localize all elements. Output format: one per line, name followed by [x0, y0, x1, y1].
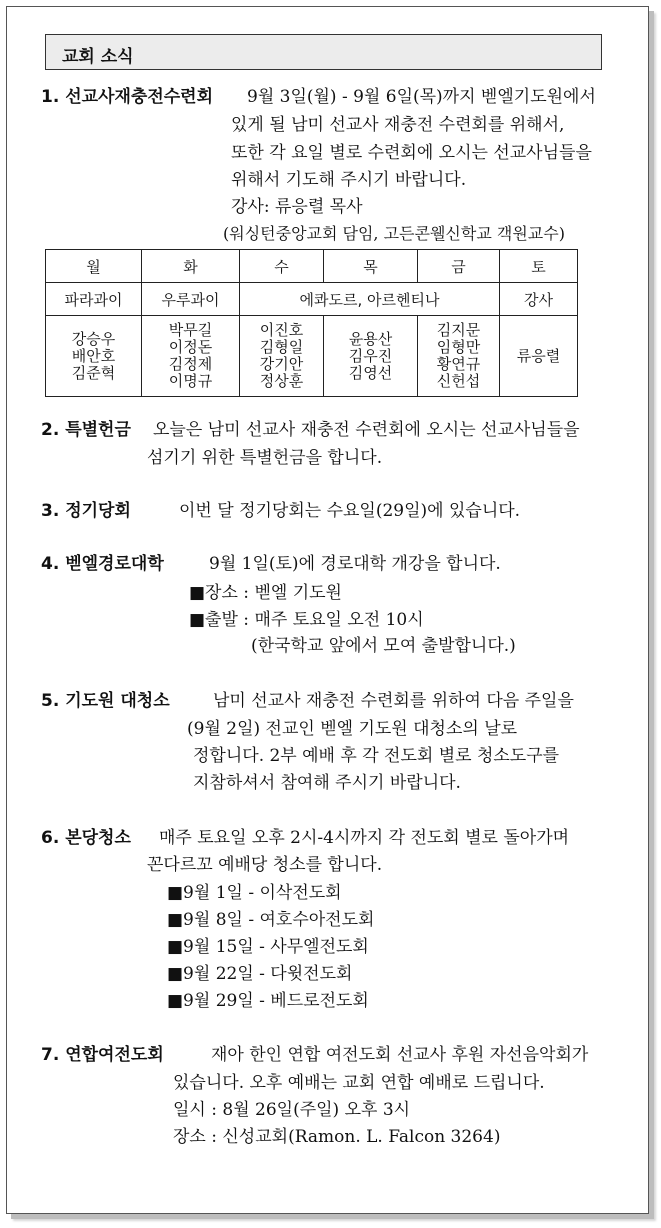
person-name: 신헌섭	[436, 372, 481, 390]
item2-title: 2. 특별헌금	[41, 420, 131, 440]
names-fri	[418, 316, 500, 397]
item6-schedule-item: ■9월 8일 - 여호수아전도회	[167, 910, 375, 930]
section-header	[45, 34, 602, 70]
person-name: 이정돈	[168, 338, 213, 356]
item6-schedule-item: ■9월 22일 - 다윗전도회	[167, 964, 353, 984]
schedule-table	[45, 249, 578, 397]
person-name: 강기안	[259, 355, 304, 373]
names-mon	[46, 316, 142, 397]
item1-title: 1. 선교사재충전수련회	[41, 87, 214, 107]
section-title: 교회 소식	[62, 47, 134, 67]
item1-speaker: 강사: 류응렬 목사	[231, 197, 363, 217]
names-wed	[240, 316, 324, 397]
names-thu	[324, 316, 418, 397]
item4-bullet-place: ■장소 : 벧엘 기도원	[189, 583, 342, 603]
item7-date: 일시 : 8월 26일(주일) 오후 3시	[173, 1100, 411, 1120]
day-sat: 토	[500, 250, 578, 283]
names-tue	[142, 316, 240, 397]
person-name: 강승우	[71, 329, 116, 348]
item4-note: (한국학교 앞에서 모여 출발합니다.)	[251, 636, 516, 656]
item7-line2: 있습니다. 오후 예배는 교회 연합 예배로 드립니다.	[173, 1073, 545, 1093]
region-tue: 우루과이	[142, 283, 240, 316]
item6-schedule-item: ■9월 29일 - 베드로전도회	[167, 991, 369, 1011]
table-row	[46, 283, 578, 316]
day-thu: 목	[324, 250, 418, 283]
item5-title: 5. 기도원 대청소	[41, 691, 170, 711]
person-name: 이진호	[259, 321, 304, 339]
person-name: 배안호	[71, 346, 116, 365]
item4-title: 4. 벧엘경로대학	[41, 554, 164, 574]
item1-line2: 있게 될 남미 선교사 재충전 수련회를 위해서,	[231, 115, 565, 135]
item6-schedule-item: ■9월 1일 - 이삭전도회	[167, 883, 342, 903]
item3-title: 3. 정기당회	[41, 501, 131, 521]
item2-line2: 섬기기 위한 특별헌금을 합니다.	[147, 448, 383, 468]
region-sat: 강사	[500, 283, 578, 316]
table-row	[46, 316, 578, 397]
item5-line1: 남미 선교사 재충전 수련회를 위하여 다음 주일을	[213, 691, 574, 711]
day-tue: 화	[142, 250, 240, 283]
day-wed: 수	[240, 250, 324, 283]
person-name: 정상훈	[259, 372, 304, 390]
person-name: 김준혁	[71, 363, 116, 382]
item3-line1: 이번 달 정기당회는 수요일(29일)에 있습니다.	[179, 501, 521, 521]
item1-line3: 또한 각 요일 별로 수련회에 오시는 선교사님들을	[231, 143, 592, 163]
person-name: 김정제	[168, 355, 213, 373]
person-name: 임형만	[436, 338, 481, 356]
table-header-row	[46, 250, 578, 283]
person-name: 이명규	[168, 372, 213, 390]
item4-line1: 9월 1일(토)에 경로대학 개강을 합니다.	[209, 554, 501, 574]
item5-line3: 정합니다. 2부 예배 후 각 전도회 별로 청소도구를	[193, 746, 560, 766]
region-mon: 파라과이	[46, 283, 142, 316]
person-name: 김형일	[259, 338, 304, 356]
item7-title: 7. 연합여전도회	[41, 1045, 164, 1065]
item6-line2: 꼰다르꼬 예배당 청소를 합니다.	[147, 855, 383, 875]
item7-line1: 재아 한인 연합 여전도회 선교사 후원 자선음악회가	[211, 1045, 589, 1065]
day-fri: 금	[418, 250, 500, 283]
region-wed-thu-fri: 에콰도르, 아르헨티나	[240, 283, 500, 316]
item1-line1: 9월 3일(월) - 9월 6일(목)까지 벧엘기도원에서	[247, 87, 596, 107]
day-mon: 월	[46, 250, 142, 283]
person-name: 박무길	[168, 321, 213, 339]
person-name: 김영선	[348, 363, 393, 382]
item6-schedule-item: ■9월 15일 - 사무엘전도회	[167, 937, 369, 957]
item5-line4: 지참하셔서 참여해 주시기 바랍니다.	[193, 773, 461, 793]
names-sat	[500, 316, 578, 397]
person-name: 김지문	[436, 321, 481, 339]
item6-title: 6. 본당청소	[41, 828, 131, 848]
person-name: 황연규	[436, 355, 481, 373]
item1-line4: 위해서 기도해 주시기 바랍니다.	[231, 170, 467, 190]
item7-place: 장소 : 신성교회(Ramon. L. Falcon 3264)	[173, 1127, 501, 1147]
person-name: 류응렬	[516, 346, 561, 365]
item2-line1: 오늘은 남미 선교사 재충전 수련회에 오시는 선교사님들을	[153, 420, 580, 440]
item1-speaker-note: (워싱턴중앙교회 담임, 고든콘웰신학교 객원교수)	[223, 224, 565, 243]
item5-line2: (9월 2일) 전교인 벧엘 기도원 대청소의 날로	[187, 719, 518, 739]
person-name: 윤용산	[348, 329, 393, 348]
person-name: 김우진	[348, 346, 393, 365]
item6-line1: 매주 토요일 오후 2시-4시까지 각 전도회 별로 돌아가며	[159, 828, 570, 848]
item4-bullet-departure: ■출발 : 매주 토요일 오전 10시	[189, 610, 424, 630]
bulletin-page	[6, 6, 649, 1214]
